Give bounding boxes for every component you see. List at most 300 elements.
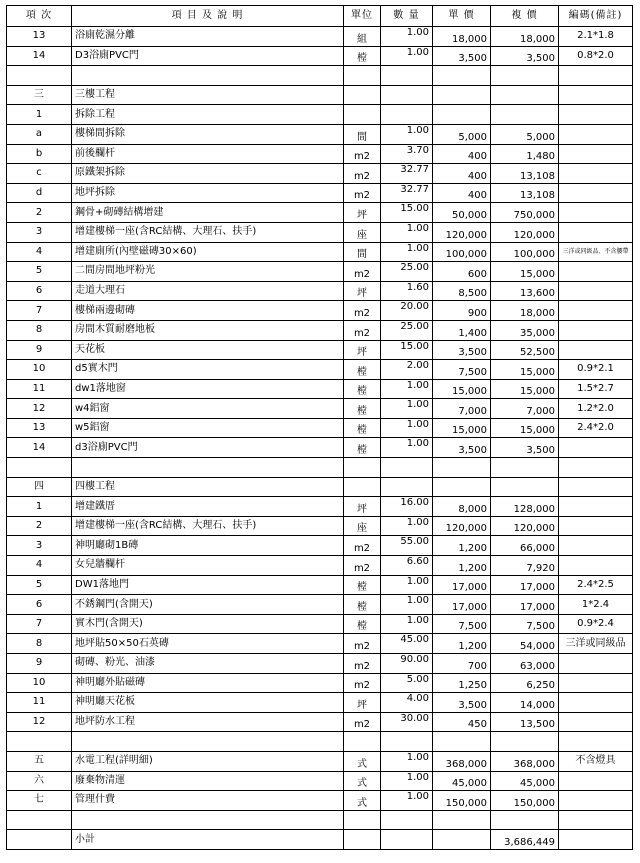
cell-qty [381, 105, 433, 125]
cell-no: 1 [7, 105, 72, 125]
cell-total: 750,000 [491, 203, 559, 223]
table-row [7, 634, 633, 654]
cell-total: 120,000 [491, 222, 559, 242]
cell-no: 六 [7, 771, 72, 791]
cell-note: 0.9*2.4 [559, 614, 633, 634]
cell-qty: 15.00 [381, 203, 433, 223]
table-row [7, 183, 633, 203]
table-row [7, 418, 633, 438]
cell-no [7, 830, 72, 850]
cell-item: 神明廳砌1B磚 [72, 536, 344, 556]
cell-item: 女兒牆欄杆 [72, 556, 344, 576]
cell-price [433, 66, 491, 86]
cell-qty: 1.00 [381, 595, 433, 615]
cell-item: 廢棄物清運 [72, 771, 344, 791]
table-row [7, 222, 633, 242]
cell-qty: 1.00 [381, 438, 433, 458]
table-row [7, 614, 633, 634]
cell-item: 砌磚、粉光、油漆 [72, 654, 344, 674]
cell-total: 368,000 [491, 751, 559, 771]
cell-qty: 32.77 [381, 183, 433, 203]
cell-item: 增建廁所(內壁磁磚30×60) [72, 242, 344, 262]
cell-no: 9 [7, 654, 72, 674]
cell-no: c [7, 164, 72, 184]
cell-no: 三 [7, 85, 72, 105]
cell-unit: 式 [344, 771, 381, 791]
cell-unit: 間 [344, 242, 381, 262]
cell-note [559, 477, 633, 497]
cell-price: 3,500 [433, 438, 491, 458]
cell-note [559, 105, 633, 125]
cell-note [559, 320, 633, 340]
cell-unit [344, 66, 381, 86]
cell-total: 63,000 [491, 654, 559, 674]
cell-no: 12 [7, 399, 72, 419]
cell-qty [381, 458, 433, 478]
cell-price: 7,000 [433, 399, 491, 419]
cell-unit: m2 [344, 144, 381, 164]
cell-unit: 坪 [344, 281, 381, 301]
cell-note [559, 458, 633, 478]
cell-total: 18,000 [491, 27, 559, 47]
cell-unit [344, 477, 381, 497]
table-row [7, 320, 633, 340]
cell-note [559, 654, 633, 674]
cell-note [559, 556, 633, 576]
cell-item: 增建樓梯一座(含RC結構、大理石、扶手) [72, 222, 344, 242]
cell-unit: m2 [344, 654, 381, 674]
table-row [7, 477, 633, 497]
cell-no: 7 [7, 614, 72, 634]
cell-item: 管理什費 [72, 791, 344, 811]
table-row [7, 751, 633, 771]
cell-qty: 1.00 [381, 791, 433, 811]
header-unit: 單位 [344, 6, 381, 27]
cell-price: 120,000 [433, 222, 491, 242]
cell-note [559, 301, 633, 321]
cell-no: 6 [7, 595, 72, 615]
cell-no: 14 [7, 438, 72, 458]
cell-note [559, 164, 633, 184]
cell-unit [344, 105, 381, 125]
cell-item: 二間房間地坪粉光 [72, 262, 344, 282]
cell-price [433, 810, 491, 830]
cell-no: 1 [7, 497, 72, 517]
cell-qty: 1.00 [381, 418, 433, 438]
cell-no: 2 [7, 203, 72, 223]
cell-no: 四 [7, 477, 72, 497]
cell-total [491, 732, 559, 752]
cell-no: 6 [7, 281, 72, 301]
cell-qty: 3.70 [381, 144, 433, 164]
cell-no: 11 [7, 693, 72, 713]
cell-total: 45,000 [491, 771, 559, 791]
table-row [7, 516, 633, 536]
cell-total: 15,000 [491, 360, 559, 380]
cell-total: 52,500 [491, 340, 559, 360]
cell-price: 400 [433, 183, 491, 203]
cell-note: 1*2.4 [559, 595, 633, 615]
cell-item: 神明廳外貼磁磚 [72, 673, 344, 693]
cell-note [559, 85, 633, 105]
cell-price: 15,000 [433, 379, 491, 399]
header-item: 項 目 及 說 明 [72, 6, 344, 27]
table-row [7, 438, 633, 458]
cell-price: 5,000 [433, 124, 491, 144]
cell-unit: 樘 [344, 595, 381, 615]
cell-unit: m2 [344, 673, 381, 693]
cell-qty: 1.00 [381, 242, 433, 262]
cell-item: 浴廁乾濕分離 [72, 27, 344, 47]
table-row [7, 712, 633, 732]
cell-no: 8 [7, 634, 72, 654]
cell-price [433, 105, 491, 125]
cell-qty [381, 830, 433, 850]
cell-note: 2.4*2.5 [559, 575, 633, 595]
table-row [7, 830, 633, 850]
cell-qty: 1.00 [381, 27, 433, 47]
cell-no: 7 [7, 301, 72, 321]
cell-unit: 坪 [344, 203, 381, 223]
cell-price: 7,500 [433, 360, 491, 380]
table-row [7, 124, 633, 144]
cell-note [559, 497, 633, 517]
cell-total: 128,000 [491, 497, 559, 517]
header-qty: 數 量 [381, 6, 433, 27]
cell-qty [381, 732, 433, 752]
cell-unit [344, 85, 381, 105]
cell-price: 700 [433, 654, 491, 674]
cell-item: 樓梯兩邊砌磚 [72, 301, 344, 321]
table-row [7, 673, 633, 693]
cell-qty: 1.00 [381, 46, 433, 66]
cell-qty: 1.00 [381, 399, 433, 419]
cell-note [559, 203, 633, 223]
cell-total: 7,920 [491, 556, 559, 576]
cell-item: D3浴廁PVC門 [72, 46, 344, 66]
cell-qty [381, 810, 433, 830]
cell-item: 原鐵架拆除 [72, 164, 344, 184]
cell-qty: 25.00 [381, 320, 433, 340]
cell-item: 四樓工程 [72, 477, 344, 497]
cell-price: 1,200 [433, 556, 491, 576]
cell-unit: 坪 [344, 340, 381, 360]
cell-no [7, 66, 72, 86]
cell-qty: 1.00 [381, 124, 433, 144]
cell-unit: m2 [344, 164, 381, 184]
cell-no: 13 [7, 418, 72, 438]
cell-item: 天花板 [72, 340, 344, 360]
cell-qty: 20.00 [381, 301, 433, 321]
cell-total: 66,000 [491, 536, 559, 556]
cell-unit: 式 [344, 791, 381, 811]
cell-note: 三洋或同級品 [559, 634, 633, 654]
table-row [7, 536, 633, 556]
cell-note [559, 830, 633, 850]
table-row [7, 46, 633, 66]
cell-item: 增建樓梯一座(含RC結構、大理石、扶手) [72, 516, 344, 536]
cell-unit: 式 [344, 751, 381, 771]
cell-unit: 樘 [344, 46, 381, 66]
cell-item: 三樓工程 [72, 85, 344, 105]
cell-qty: 6.60 [381, 556, 433, 576]
cell-unit: 坪 [344, 497, 381, 517]
cell-unit: 座 [344, 516, 381, 536]
cell-qty: 1.60 [381, 281, 433, 301]
cell-price: 600 [433, 262, 491, 282]
cell-total: 17,000 [491, 595, 559, 615]
cell-price: 1,400 [433, 320, 491, 340]
cell-total [491, 458, 559, 478]
cell-item: 小計 [72, 830, 344, 850]
cell-note [559, 66, 633, 86]
cell-note [559, 732, 633, 752]
cell-total: 120,000 [491, 516, 559, 536]
table-row [7, 379, 633, 399]
cell-unit [344, 732, 381, 752]
table-header [7, 6, 633, 27]
cell-total [491, 85, 559, 105]
cell-price: 400 [433, 144, 491, 164]
cell-note [559, 124, 633, 144]
cell-note: 三洋或同級品、不含腰帶 [559, 242, 633, 262]
cell-total: 15,000 [491, 262, 559, 282]
cell-qty: 4.00 [381, 693, 433, 713]
cell-price: 900 [433, 301, 491, 321]
cell-price: 50,000 [433, 203, 491, 223]
cell-price: 15,000 [433, 418, 491, 438]
cell-price: 3,500 [433, 340, 491, 360]
cell-note: 1.2*2.0 [559, 399, 633, 419]
quotation-table [6, 5, 633, 850]
cell-note [559, 281, 633, 301]
table-row [7, 105, 633, 125]
header-row [7, 6, 633, 27]
cell-note [559, 712, 633, 732]
cell-no: 8 [7, 320, 72, 340]
cell-total: 18,000 [491, 301, 559, 321]
cell-item: 房間木質耐磨地板 [72, 320, 344, 340]
cell-qty [381, 66, 433, 86]
cell-qty: 90.00 [381, 654, 433, 674]
cell-no: 9 [7, 340, 72, 360]
cell-total [491, 477, 559, 497]
cell-qty: 5.00 [381, 673, 433, 693]
cell-item: 水電工程(詳明細) [72, 751, 344, 771]
cell-total: 13,108 [491, 164, 559, 184]
cell-item: 神明廳天花板 [72, 693, 344, 713]
header-total: 複 價 [491, 6, 559, 27]
table-row [7, 340, 633, 360]
cell-price: 150,000 [433, 791, 491, 811]
cell-item: DW1落地門 [72, 575, 344, 595]
cell-item [72, 810, 344, 830]
cell-item: 走道大理石 [72, 281, 344, 301]
cell-item: 增建鐵厝 [72, 497, 344, 517]
cell-item: 地坪防水工程 [72, 712, 344, 732]
cell-unit: 樘 [344, 438, 381, 458]
cell-qty: 1.00 [381, 771, 433, 791]
cell-no: 五 [7, 751, 72, 771]
table-row [7, 281, 633, 301]
cell-qty: 16.00 [381, 497, 433, 517]
cell-unit [344, 458, 381, 478]
cell-note [559, 144, 633, 164]
cell-price: 1,200 [433, 536, 491, 556]
cell-no: 4 [7, 242, 72, 262]
cell-note [559, 516, 633, 536]
cell-qty: 25.00 [381, 262, 433, 282]
cell-note [559, 771, 633, 791]
cell-item: 樓梯間拆除 [72, 124, 344, 144]
cell-qty: 32.77 [381, 164, 433, 184]
table-row [7, 732, 633, 752]
cell-unit: 樘 [344, 575, 381, 595]
cell-no [7, 810, 72, 830]
cell-item: w5鋁窗 [72, 418, 344, 438]
cell-no: 10 [7, 673, 72, 693]
cell-no [7, 458, 72, 478]
cell-price: 368,000 [433, 751, 491, 771]
cell-unit: 坪 [344, 693, 381, 713]
table-row [7, 556, 633, 576]
table-row [7, 791, 633, 811]
cell-unit: 樘 [344, 379, 381, 399]
cell-qty: 30.00 [381, 712, 433, 732]
cell-total: 5,000 [491, 124, 559, 144]
cell-note: 2.1*1.8 [559, 27, 633, 47]
cell-price: 1,250 [433, 673, 491, 693]
table-row [7, 242, 633, 262]
cell-price: 17,000 [433, 595, 491, 615]
cell-no: 14 [7, 46, 72, 66]
table-row [7, 810, 633, 830]
cell-item: 實木門(含開天) [72, 614, 344, 634]
cell-unit: 樘 [344, 399, 381, 419]
cell-unit: 座 [344, 222, 381, 242]
cell-note [559, 340, 633, 360]
table-row [7, 595, 633, 615]
header-note: 編碼(備註) [559, 6, 633, 27]
cell-total: 35,000 [491, 320, 559, 340]
cell-note [559, 673, 633, 693]
cell-unit: m2 [344, 262, 381, 282]
cell-price: 400 [433, 164, 491, 184]
table-row [7, 27, 633, 47]
cell-price: 3,500 [433, 46, 491, 66]
cell-total: 3,500 [491, 46, 559, 66]
cell-note [559, 536, 633, 556]
cell-total: 100,000 [491, 242, 559, 262]
cell-note [559, 438, 633, 458]
cell-total: 13,600 [491, 281, 559, 301]
cell-no: 12 [7, 712, 72, 732]
cell-qty: 15.00 [381, 340, 433, 360]
table-row [7, 575, 633, 595]
table-row [7, 497, 633, 517]
cell-item: d5實木門 [72, 360, 344, 380]
cell-item: w4鋁窗 [72, 399, 344, 419]
cell-note: 不含燈具 [559, 751, 633, 771]
table-body [7, 27, 633, 850]
cell-unit: 樘 [344, 418, 381, 438]
cell-total: 1,480 [491, 144, 559, 164]
cell-qty: 1.00 [381, 379, 433, 399]
table-row [7, 693, 633, 713]
cell-unit: m2 [344, 301, 381, 321]
cell-no: a [7, 124, 72, 144]
cell-qty: 55.00 [381, 536, 433, 556]
cell-unit: m2 [344, 183, 381, 203]
cell-no: b [7, 144, 72, 164]
cell-note [559, 810, 633, 830]
cell-unit: m2 [344, 320, 381, 340]
cell-no: 10 [7, 360, 72, 380]
cell-price [433, 732, 491, 752]
cell-no: 4 [7, 556, 72, 576]
cell-price [433, 458, 491, 478]
cell-total: 7,000 [491, 399, 559, 419]
table-row [7, 203, 633, 223]
cell-qty: 1.00 [381, 614, 433, 634]
cell-qty [381, 477, 433, 497]
table-row [7, 164, 633, 184]
cell-item: 地坪貼50×50石英磚 [72, 634, 344, 654]
cell-total: 17,000 [491, 575, 559, 595]
cell-unit: 組 [344, 27, 381, 47]
cell-total [491, 810, 559, 830]
cell-no: d [7, 183, 72, 203]
cell-no [7, 732, 72, 752]
cell-qty: 1.00 [381, 516, 433, 536]
cell-total [491, 105, 559, 125]
cell-item: 地坪拆除 [72, 183, 344, 203]
table-row [7, 654, 633, 674]
cell-price: 8,000 [433, 497, 491, 517]
cell-no: 5 [7, 262, 72, 282]
cell-no: 5 [7, 575, 72, 595]
cell-item [72, 732, 344, 752]
cell-item: 鋼骨+砌磚結構增建 [72, 203, 344, 223]
header-no: 項 次 [7, 6, 72, 27]
table-row [7, 771, 633, 791]
cell-price: 450 [433, 712, 491, 732]
table-row [7, 66, 633, 86]
cell-total: 13,500 [491, 712, 559, 732]
cell-total: 15,000 [491, 418, 559, 438]
cell-unit: 樘 [344, 360, 381, 380]
table-row [7, 262, 633, 282]
cell-qty: 1.00 [381, 575, 433, 595]
cell-no: 七 [7, 791, 72, 811]
cell-total: 150,000 [491, 791, 559, 811]
cell-qty [381, 85, 433, 105]
cell-unit: m2 [344, 556, 381, 576]
table-row [7, 458, 633, 478]
cell-unit [344, 810, 381, 830]
header-price: 單 價 [433, 6, 491, 27]
cell-note [559, 693, 633, 713]
cell-item [72, 66, 344, 86]
cell-price [433, 830, 491, 850]
cell-qty: 45.00 [381, 634, 433, 654]
cell-no: 2 [7, 516, 72, 536]
cell-price: 8,500 [433, 281, 491, 301]
table-row [7, 144, 633, 164]
cell-total: 3,500 [491, 438, 559, 458]
cell-price: 7,500 [433, 614, 491, 634]
cell-item: d3浴廁PVC門 [72, 438, 344, 458]
